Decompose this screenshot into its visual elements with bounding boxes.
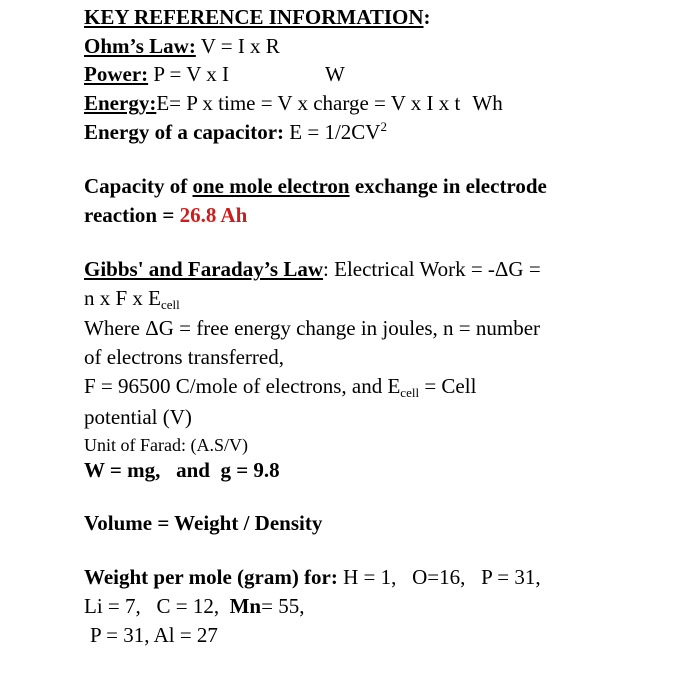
energy-line bbox=[84, 90, 503, 116]
wmg-line bbox=[84, 457, 280, 483]
volume-line bbox=[84, 510, 322, 536]
power-line bbox=[84, 61, 345, 87]
gibbs-colon: : bbox=[323, 257, 329, 281]
gibbs-formula-sub: cell bbox=[161, 297, 180, 312]
energy-unit: Wh bbox=[472, 91, 503, 115]
weights-line-1 bbox=[84, 564, 541, 590]
weights-line1-text: H = 1, O=16, P = 31, bbox=[343, 565, 541, 589]
mn-label: Mn bbox=[229, 594, 262, 618]
faraday-text-b: = Cell bbox=[424, 374, 477, 398]
power-label: Power: bbox=[84, 62, 149, 86]
gibbs-formula-b: n x F x E bbox=[84, 286, 162, 310]
ohms-law-formula: V = I x R bbox=[200, 34, 280, 58]
capacity-line-2 bbox=[84, 202, 247, 228]
where-text-1: Where ΔG = free energy change in joules, n = number bbox=[84, 316, 541, 340]
weights-line2-b: = 55, bbox=[261, 594, 305, 618]
power-formula: P = V x I bbox=[153, 62, 230, 86]
ohms-law-label: Ohm’s Law: bbox=[84, 34, 196, 58]
where-text-2: of electrons transferred, bbox=[84, 345, 284, 369]
capacitor-label: Energy of a capacitor: bbox=[84, 120, 285, 144]
energy-label: Energy: bbox=[84, 91, 157, 115]
wmg-text: W = mg, and g = 9.8 bbox=[84, 458, 280, 482]
energy-formula: E= P x time = V x charge = V x I x t bbox=[156, 91, 461, 115]
capacity-line-1 bbox=[84, 173, 547, 199]
capacitor-exponent: 2 bbox=[380, 119, 387, 134]
capacity-line2-prefix: reaction = bbox=[84, 203, 175, 227]
farad-line bbox=[84, 432, 248, 458]
faraday-text-a: F = 96500 C/mole of electrons, and E bbox=[84, 374, 401, 398]
gibbs-formula-line bbox=[84, 285, 180, 311]
capacity-suffix: exchange in electrode bbox=[354, 174, 547, 198]
capacity-value: 26.8 Ah bbox=[179, 203, 248, 227]
where-line-1 bbox=[84, 315, 540, 341]
potential-line bbox=[84, 404, 192, 430]
gibbs-formula-a: Electrical Work = -ΔG = bbox=[334, 257, 541, 281]
capacity-underlined: one mole electron bbox=[192, 174, 350, 198]
weights-line-2 bbox=[84, 593, 304, 619]
title-colon: : bbox=[423, 5, 431, 29]
ohms-law-line bbox=[84, 33, 280, 59]
weights-label: Weight per mole (gram) for: bbox=[84, 565, 338, 589]
title-text: KEY REFERENCE INFORMATION bbox=[84, 5, 424, 29]
capacity-prefix: Capacity of bbox=[84, 174, 188, 198]
faraday-sub: cell bbox=[400, 385, 420, 400]
gibbs-label: Gibbs' and Faraday’s Law bbox=[84, 257, 324, 281]
volume-text: Volume = Weight / Density bbox=[84, 511, 323, 535]
weights-line-3 bbox=[90, 622, 218, 648]
power-unit: W bbox=[325, 62, 345, 86]
capacitor-formula: E = 1/2CV bbox=[289, 120, 381, 144]
page-title bbox=[84, 4, 431, 30]
potential-text: potential (V) bbox=[84, 405, 192, 429]
gibbs-line bbox=[84, 256, 541, 282]
weights-line2-a: Li = 7, C = 12, bbox=[84, 594, 220, 618]
where-line-2 bbox=[84, 344, 284, 370]
faraday-line bbox=[84, 373, 476, 399]
capacitor-line bbox=[84, 119, 387, 145]
farad-text: Unit of Farad: (A.S/V) bbox=[84, 435, 248, 455]
weights-line3-text: P = 31, Al = 27 bbox=[90, 623, 218, 647]
